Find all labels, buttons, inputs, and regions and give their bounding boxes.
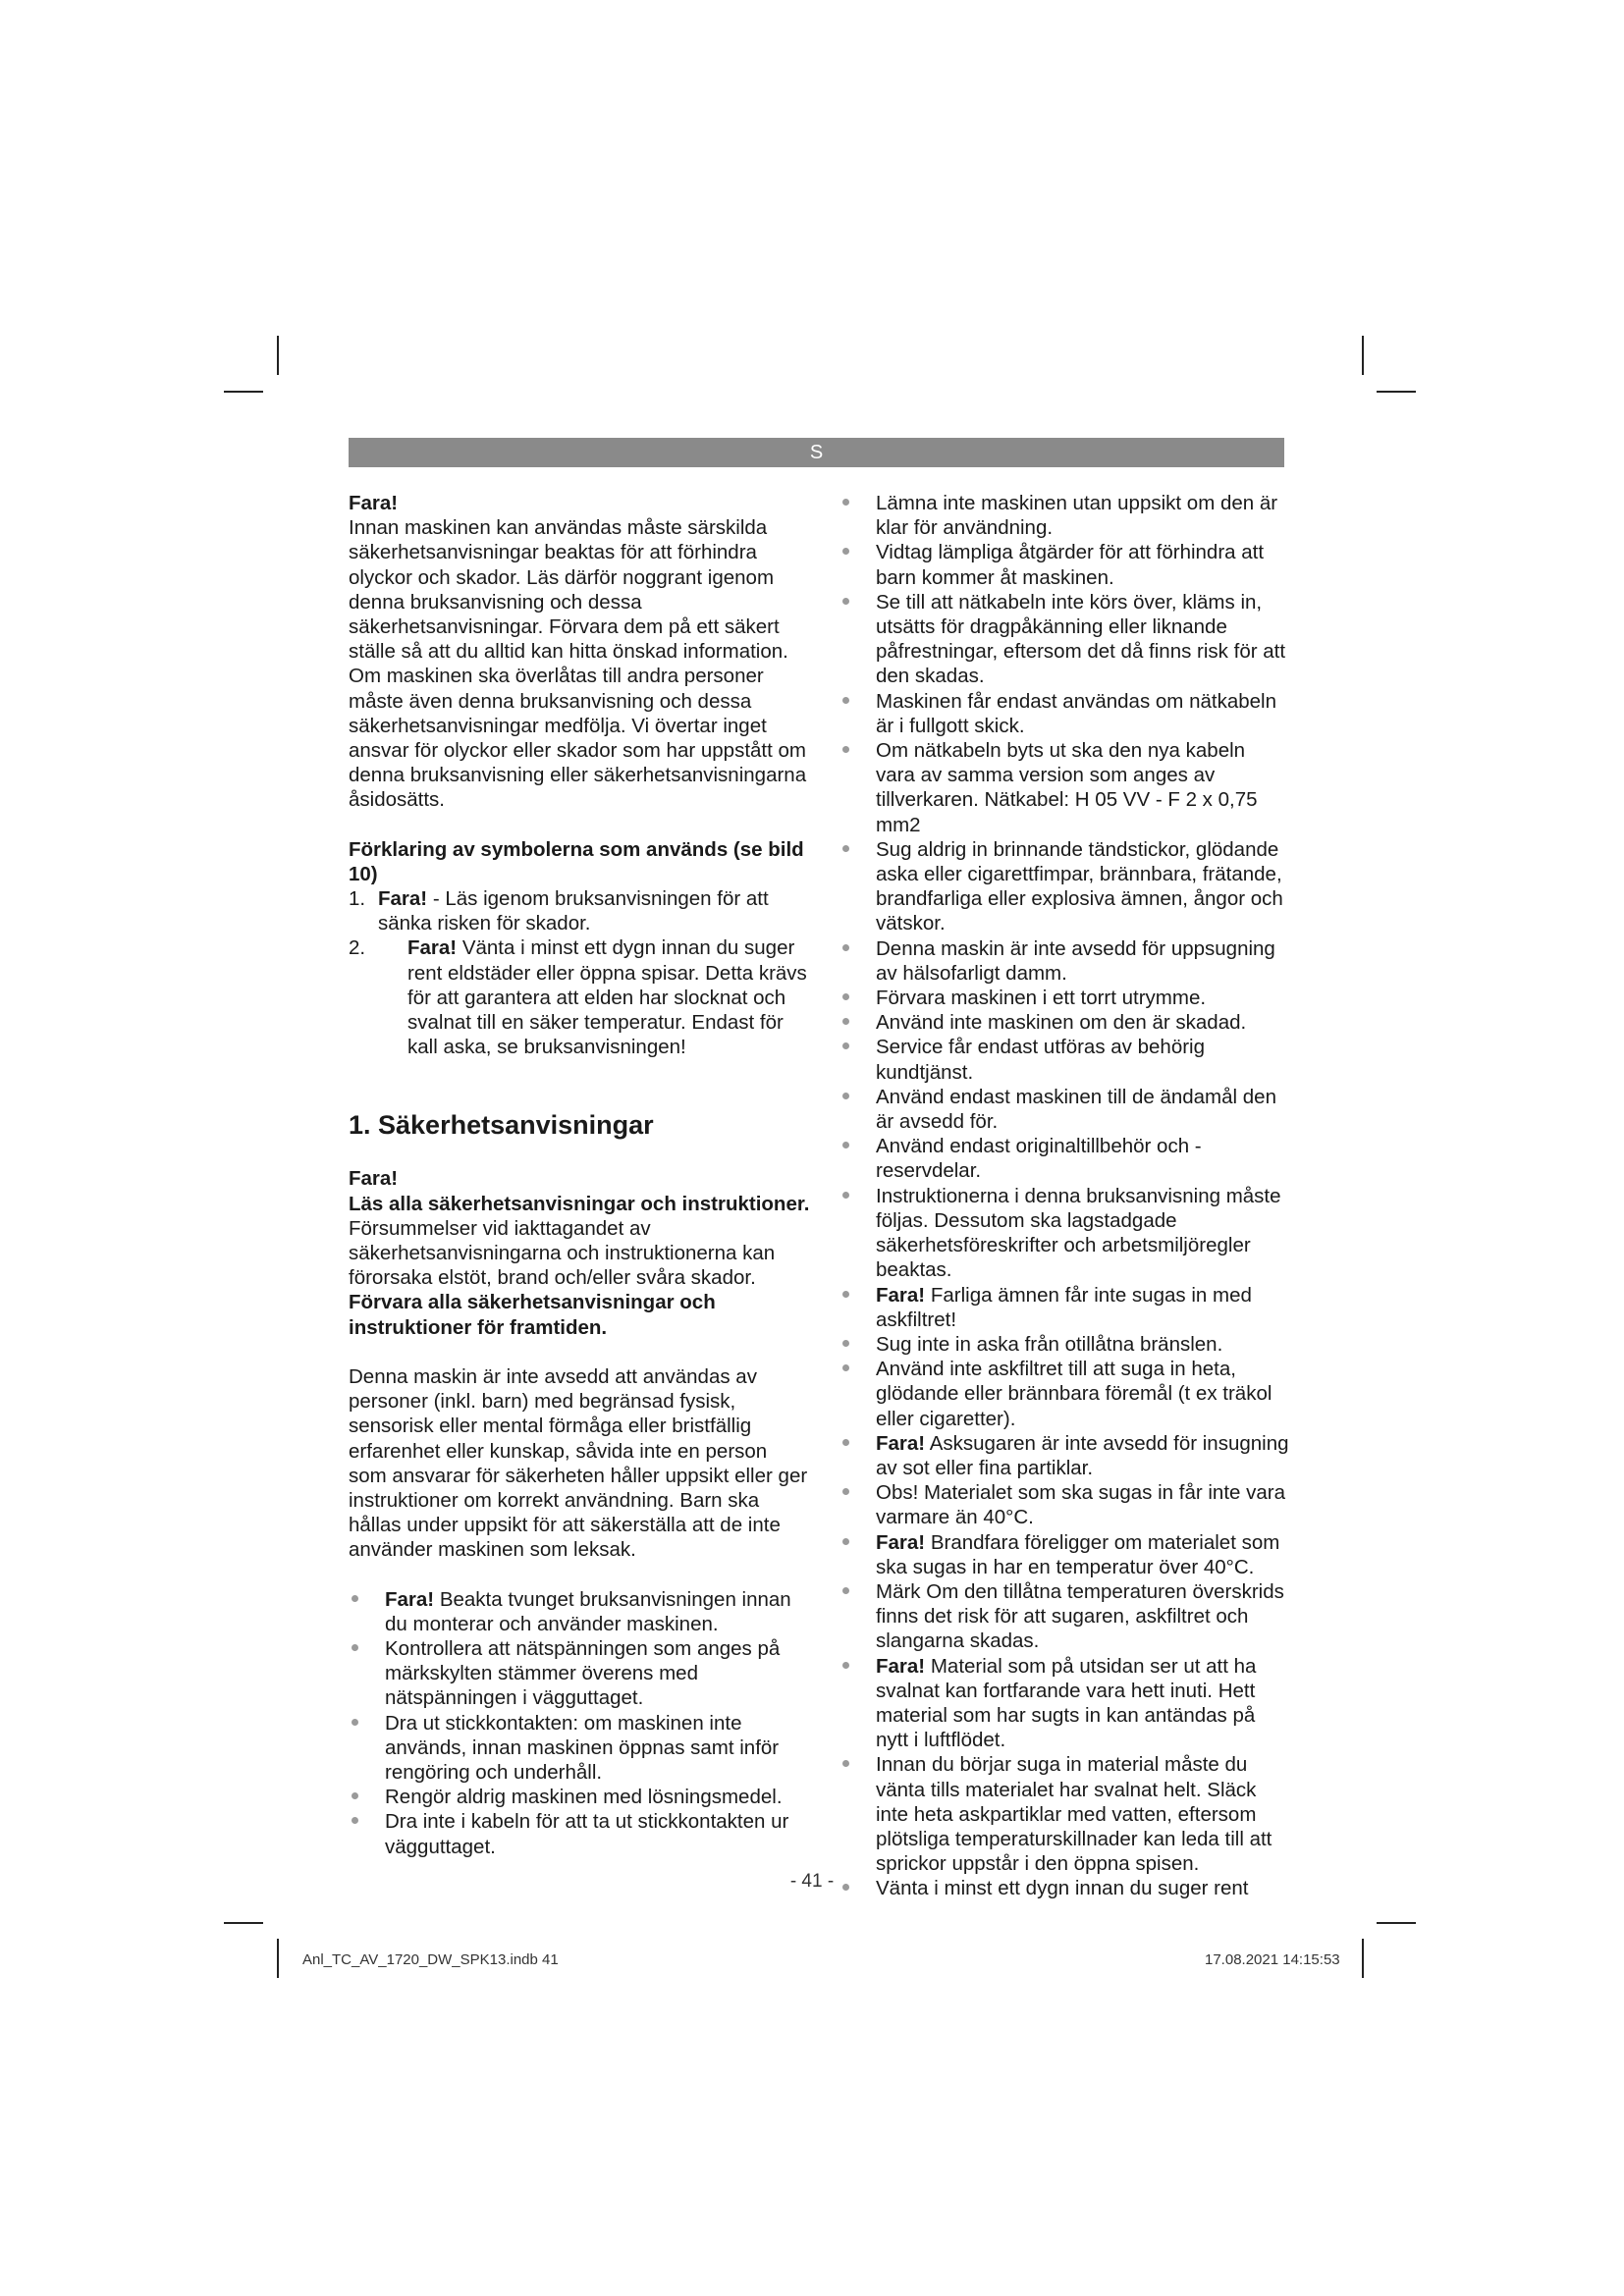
list-item — [839, 1134, 1289, 1183]
item-warning: Fara! — [876, 1283, 926, 1307]
item-text: Använd inte maskinen om den är skadad. — [876, 1011, 1247, 1035]
symbol-text: Vänta i minst ett dygn innan du suger rent eldstäder eller öppna spisar. Detta krävs för att garantera att elden har slocknat och svalnat till en säker temperatur. Endast för kall aska, se bruksanvisningen! — [407, 936, 807, 1059]
list-item — [839, 1530, 1289, 1579]
list-item — [839, 1752, 1289, 1876]
item-text: Material som på utsidan ser ut att ha svalnat kan fortfarande vara hett inuti. Hett material som har sugts in kan antändas på nytt i luftflödet. — [876, 1654, 1257, 1752]
item-text: Kontrollera att nätspänningen som anges på märkskylten stämmer överens med nätspänningen i vägguttaget. — [385, 1636, 781, 1710]
item-text: Lämna inte maskinen utan uppsikt om den är klar för användning. — [876, 492, 1278, 540]
list-item — [349, 1809, 810, 1858]
item-text: Instruktionerna i denna bruksanvisning måste följas. Dessutom ska lagstadgade säkerhetsföreskrifter och arbetsmiljöregler beaktas. — [876, 1184, 1281, 1282]
item-warning: Fara! — [876, 1431, 926, 1455]
symbol-number: 1. — [349, 887, 366, 911]
item-text: Om nätkabeln byts ut ska den nya kabeln vara av samma version som anges av tillverkaren. Nätkabel: H 05 VV - F 2 x 0,75 mm2 — [876, 739, 1258, 836]
item-text: Dra inte i kabeln för att ta ut stickkontakten ur vägguttaget. — [385, 1810, 789, 1858]
item-warning: Fara! — [385, 1587, 435, 1611]
item-warning: Fara! — [876, 1530, 926, 1554]
warning-title: Fara! — [349, 1167, 399, 1191]
list-item — [839, 590, 1289, 689]
item-text: Använd endast maskinen till de ändamål den är avsedd för. — [876, 1085, 1276, 1134]
warning-bold-tail: Förvara alla säkerhetsanvisningar och instruktioner för framtiden. — [349, 1291, 716, 1339]
symbol-warning: Fara! — [378, 887, 428, 911]
symbol-item — [349, 935, 810, 1059]
warning-paragraph — [349, 1192, 810, 1340]
list-item — [839, 1579, 1289, 1654]
crop-mark — [1362, 1939, 1364, 1978]
crop-mark — [277, 1939, 279, 1978]
footer-datetime: 17.08.2021 14:15:53 — [1205, 1951, 1340, 1968]
footer-file: Anl_TC_AV_1720_DW_SPK13.indb 41 — [302, 1951, 559, 1968]
item-text: Denna maskin är inte avsedd för uppsugning av hälsofarligt damm. — [876, 936, 1275, 985]
list-item — [349, 1785, 810, 1809]
right-column — [839, 491, 1289, 1901]
item-text: Beakta tvunget bruksanvisningen innan du monterar och använder maskinen. — [385, 1587, 791, 1635]
page-number: - 41 - — [789, 1871, 835, 1892]
list-item — [839, 540, 1289, 589]
symbol-number: 2. — [349, 936, 366, 960]
item-text: Märk Om den tillåtna temperaturen överskrids finns det risk för att sugaren, askfiltret och slangarna skadas. — [876, 1579, 1284, 1653]
list-item — [349, 1636, 810, 1711]
crop-mark — [1377, 1922, 1416, 1924]
crop-mark — [224, 1922, 263, 1924]
crop-mark — [1362, 336, 1364, 375]
list-item — [839, 986, 1289, 1010]
language-header-bar — [349, 438, 1284, 467]
item-text: Service får endast utföras av behörig kundtjänst. — [876, 1036, 1206, 1084]
list-item — [839, 1332, 1289, 1357]
language-code: S — [809, 442, 824, 463]
list-item — [839, 936, 1289, 986]
item-text: Se till att nätkabeln inte körs över, kläms in, utsätts för dragpåkänning eller liknande påfrestningar, eftersom det då finns risk för att den skadas. — [876, 590, 1286, 688]
list-item — [839, 1654, 1289, 1753]
item-text: Förvara maskinen i ett torrt utrymme. — [876, 987, 1207, 1010]
item-text: Sug inte in aska från otillåtna bränslen. — [876, 1332, 1223, 1356]
intro-title: Fara! — [349, 492, 399, 514]
list-item — [839, 1283, 1289, 1332]
item-text: Dra ut stickkontakten: om maskinen inte används, innan maskinen öppnas samt inför rengöring och underhåll. — [385, 1711, 780, 1784]
list-item — [839, 1010, 1289, 1035]
symbol-warning: Fara! — [407, 936, 458, 960]
left-column — [349, 491, 810, 1859]
item-text: Vänta i minst ett dygn innan du suger rent — [876, 1877, 1249, 1900]
warning-text: Försummelser vid iakttagandet av säkerhetsanvisningarna och instruktionerna kan förorsaka elstöt, brand och/eller svåra skador. — [349, 1216, 776, 1290]
crop-mark — [224, 391, 263, 393]
crop-mark — [1377, 391, 1416, 393]
symbols-title: Förklaring av symbolerna som används (se bild 10) — [349, 837, 804, 885]
list-item — [839, 1035, 1289, 1084]
item-text: Maskinen får endast användas om nätkabeln är i fullgott skick. — [876, 689, 1276, 737]
symbol-text: - Läs igenom bruksanvisningen för att sänka risken för skador. — [378, 887, 769, 935]
list-item — [839, 1480, 1289, 1529]
item-text: Farliga ämnen får inte sugas in med askfiltret! — [876, 1283, 1252, 1331]
crop-mark — [277, 336, 279, 375]
list-item — [839, 689, 1289, 738]
list-item — [349, 1711, 810, 1786]
item-text: Rengör aldrig maskinen med lösningsmedel. — [385, 1786, 783, 1809]
symbols-list — [349, 886, 810, 1059]
right-bullet-list — [839, 491, 1289, 1901]
item-warning: Fara! — [876, 1654, 926, 1678]
item-text: Använd inte askfiltret till att suga in heta, glödande eller brännbara föremål (t ex träkol eller cigaretter). — [876, 1358, 1272, 1430]
list-item — [839, 837, 1289, 936]
item-text: Obs! Materialet som ska sugas in får inte vara varmare än 40°C. — [876, 1481, 1286, 1529]
warning-bold-lead: Läs alla säkerhetsanvisningar och instruktioner. — [349, 1192, 810, 1215]
list-item — [839, 491, 1289, 540]
item-text: Brandfara föreligger om materialet som ska sugas in har en temperatur över 40°C. — [876, 1530, 1280, 1578]
symbol-item — [349, 886, 810, 935]
list-item — [839, 1431, 1289, 1480]
item-text: Innan du börjar suga in material måste du vänta tills materialet har svalnat helt. Släck inte heta askpartiklar med vatten, eftersom plötsliga temperaturskillnader kan leda till att sprickor uppstår i den öppna spisen. — [876, 1753, 1272, 1876]
list-item — [839, 1184, 1289, 1283]
item-text: Sug aldrig in brinnande tändstickor, glödande aska eller cigarettfimpar, brännbara, frätande, brandfarliga eller explosiva ämnen, ångor och vätskor. — [876, 837, 1283, 935]
left-bullet-list — [349, 1587, 810, 1859]
list-item — [839, 1357, 1289, 1431]
intro-text: Innan maskinen kan användas måste särskilda säkerhetsanvisningar beaktas för att förhindra olyckor och skador. Läs därför noggrant igenom denna bruksanvisning och dessa säkerhetsanvisningar. Förvara dem på ett säkert ställe så att du alltid kan hitta önskad information. Om maskinen ska överlåtas till andra personer måste även denna bruksanvisning och dessa säkerhetsanvisningar medfölja. Vi övertar inget ansvar för olyckor eller skador som har uppstått om denna bruksanvisning eller säkerhetsanvisningarna åsidosätts. — [349, 516, 807, 812]
section-heading: 1. Säkerhetsanvisningar — [349, 1110, 654, 1141]
persons-paragraph: Denna maskin är inte avsedd att användas av personer (inkl. barn) med begränsad fysisk, sensorisk eller mental förmåga eller bristfällig erfarenhet eller kunskap, såvida inte en person som ansvarar för säkerheten håller uppsikt eller ger instruktioner om korrekt användning. Barn ska hållas under uppsikt för att säkerställa att de inte använder maskinen som leksak. — [349, 1364, 808, 1562]
item-text: Använd endast originaltillbehör och -reservdelar. — [876, 1135, 1202, 1183]
list-item — [349, 1587, 810, 1636]
list-item — [839, 738, 1289, 837]
list-item — [839, 1085, 1289, 1134]
item-text: Asksugaren är inte avsedd för insugning av sot eller fina partiklar. — [876, 1431, 1289, 1479]
item-text: Vidtag lämpliga åtgärder för att förhindra att barn kommer åt maskinen. — [876, 541, 1265, 589]
